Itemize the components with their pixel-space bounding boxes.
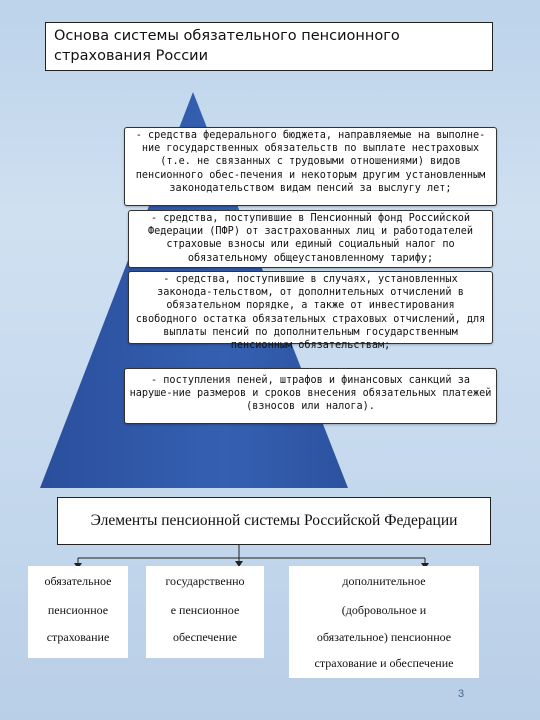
element-line: обеспечение	[173, 630, 237, 644]
element-line: дополнительное	[342, 574, 426, 588]
element-mandatory-insurance	[28, 566, 128, 658]
element-line: (добровольное и	[341, 603, 427, 617]
element-state-provision	[146, 566, 264, 658]
pyramid-item-penalties: - поступления пеней, штрафов и финансовых санкций за наруше-ние размеров и сроков внесения обязательных платежей (взносов или налога).	[124, 368, 497, 424]
pyramid-item-federal-budget: - средства федерального бюджета, направляемые на выполне-ние государственных обязательств по выплате нестраховых (т.е. не связанных с трудовыми отношениями) видов пенсионного обес-печения и некоторым другим установленным законодательством видам пенсий за выслугу лет;	[124, 127, 497, 206]
element-line: страхование и обеспечение	[314, 656, 454, 670]
pyramid-item-additional-deductions: - средства, поступившие в случаях, установленных законода-тельством, от дополнительных отчислений в обязательном порядке, а также от инвестирования свободного остатка обязательных страховых отчислений, для выплаты пенсий по дополнительным государственным пенсионным обязательствам;	[128, 271, 493, 344]
slide-title: Основа системы обязательного пенсионного страхования России	[45, 22, 493, 71]
element-line: пенсионное	[47, 603, 109, 617]
elements-title: Элементы пенсионной системы Российской Федерации	[57, 497, 491, 545]
element-line: е пенсионное	[170, 603, 240, 617]
pyramid-item-pfr-contributions: - средства, поступившие в Пенсионный фонд Российской Федерации (ПФР) от застрахованных лиц и работодателей страховые взносы или единый социальный налог по обязательному общеустановленному тарифу;	[128, 210, 493, 268]
element-line: государственно	[165, 574, 245, 588]
element-line: обязательное) пенсионное	[316, 630, 452, 644]
connector-lines	[78, 545, 425, 565]
element-line: страхование	[46, 630, 110, 644]
element-additional-insurance	[289, 566, 479, 678]
page-number: 3	[457, 688, 465, 700]
element-line: обязательное	[44, 574, 112, 588]
